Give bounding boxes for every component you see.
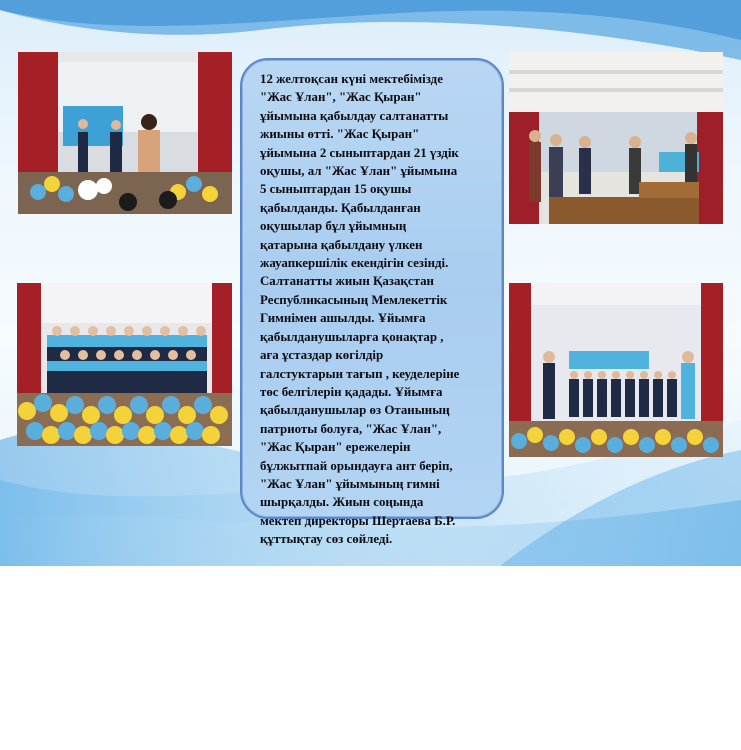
article-body-text: 12 желтоқсан күні мектебімізде "Жас Ұлан", "Жас Қыран" ұйымына қабылдау салтанатты жиыны өтті. "Жас Қыран" ұйымына 2 сыныптардан 21 үздік оқушы, ал "Жас Ұлан" ұйымына 5 сыныптардан 15 оқушы қабылданды. Қабылданған оқушылар бұл ұйымның қатарына қабылдану үлкен жауапкершілік екендігін сезінді. Салтанатты жиын Қазақстан Республикасының Мемлекеттік Гимнімен ашылды. Ұйымға қабылданушыларға қонақтар , аға ұстаздар көгілдір галстуктарын тағып , кеуделеріне төс белгілерін қадады. Ұйымға қабылданушылар өз Отанының патриоты болуға, "Жас Ұлан", "Жас Қыран" ережелерін бұлжытпай орындауға ант беріп, "Жас Ұлан" ұйымының гимні шырқалды. Жиын соңында мектеп директоры Шертаева Б.Р. құттықтау сөз сөйледі. — [260, 72, 460, 547]
event-photo-hall — [509, 52, 723, 224]
article-text-box — [240, 58, 504, 547]
event-photo-pupils-group — [17, 283, 232, 446]
event-photo-speaker — [18, 52, 232, 214]
event-photo-pupils-lineup — [509, 283, 723, 457]
